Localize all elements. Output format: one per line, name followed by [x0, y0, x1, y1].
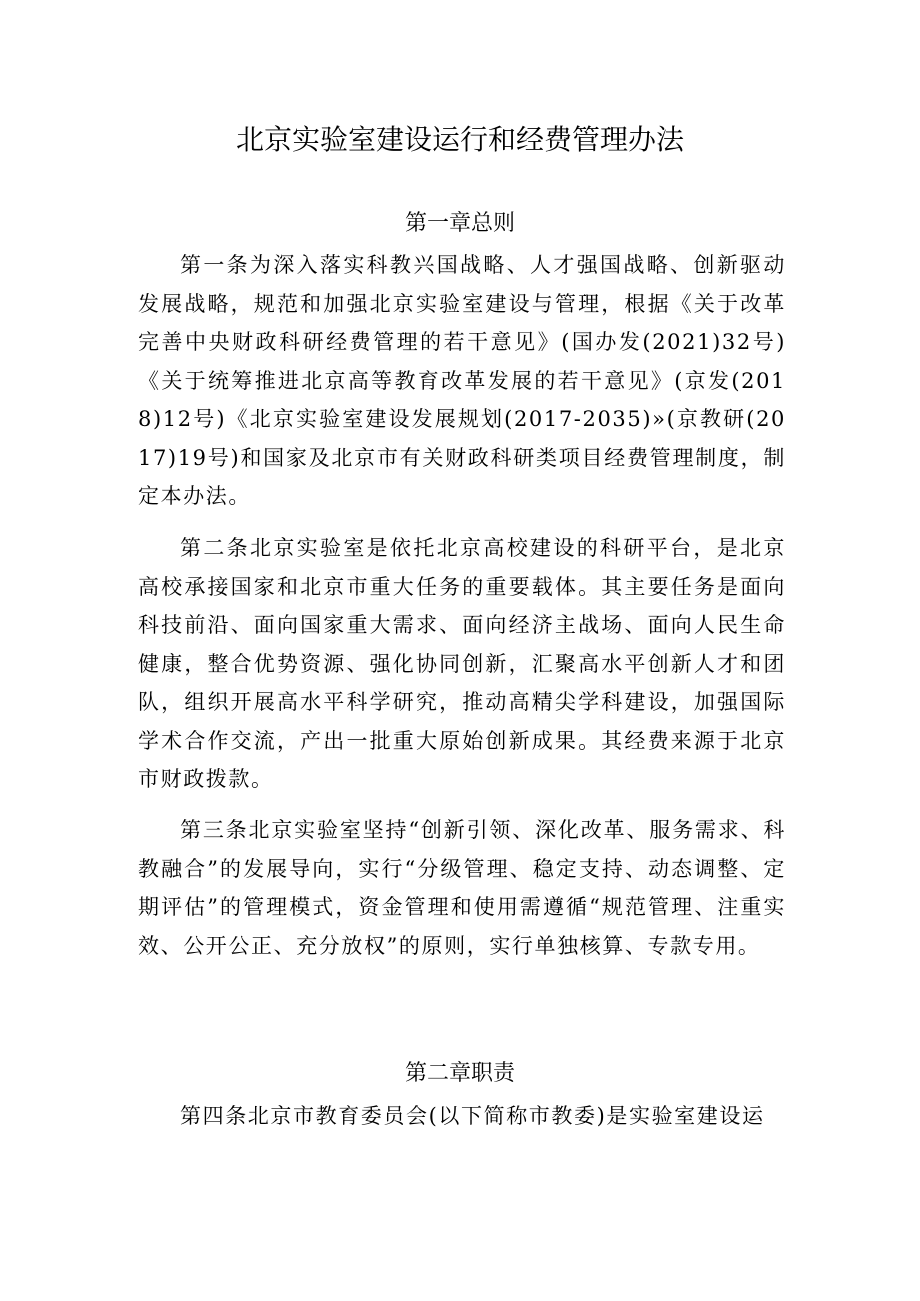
article-paragraph: 第二条北京实验室是依托北京高校建设的科研平台，是北京高校承接国家和北京市重大任务的重要载体。其主要任务是面向科技前沿、面向国家重大需求、面向经济主战场、面向人民生命健康，整合优势资源、强化协同创新，汇聚高水平创新人才和团队，组织开展高水平科学研究，推动高精尖学科建设，加强国际学术合作交流，产出一批重大原始创新成果。其经费来源于北京市财政拨款。 [138, 536, 786, 791]
document-title: 北京实验室建设运行和经费管理办法 [235, 123, 684, 156]
article-paragraph: 第一条为深入落实科教兴国战略、人才强国战略、创新驱动发展战略，规范和加强北京实验室建设与管理，根据《关于改革完善中央财政科研经费管理的若干意见》(国办发(2021)32号)《关于统筹推进北京高等教育改革发展的若干意见》(京发(2018)12号)《北京实验室建设发展规划(2017-2035)»(京教研(2017)19号)和国家及北京市有关财政科研类项目经费管理制度，制定本办法。 [138, 253, 786, 508]
article-paragraph: 第三条北京实验室坚持“创新引领、深化改革、服务需求、科教融合”的发展导向，实行“分级管理、稳定支持、动态调整、定期评估”的管理模式，资金管理和使用需遵循“规范管理、注重实效、公开公正、充分放权”的原则，实行单独核算、专款专用。 [138, 818, 786, 958]
chapter-heading-duties: 第二章职责 [404, 1061, 515, 1086]
article-paragraph: 第四条北京市教育委员会(以下简称市教委)是实验室建设运 [180, 1104, 765, 1128]
chapter-heading-general: 第一章总则 [404, 211, 515, 236]
